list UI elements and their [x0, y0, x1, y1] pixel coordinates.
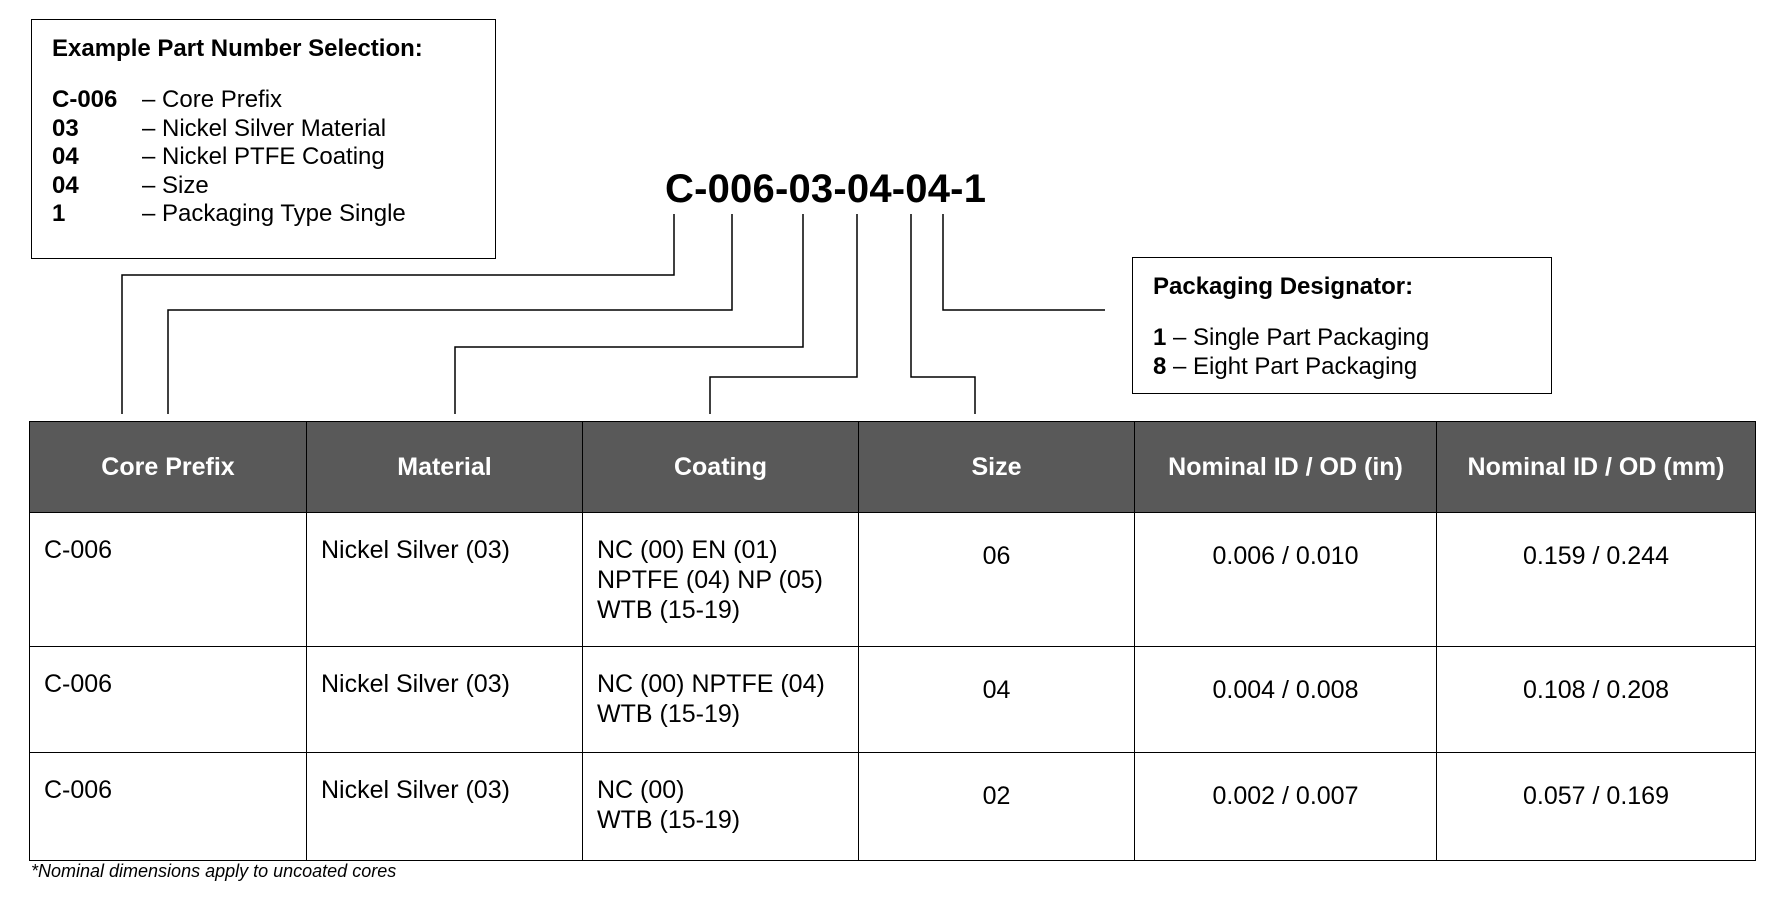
part-number: C-006-03-04-04-1	[665, 167, 987, 211]
cell-size: 04	[859, 647, 1135, 753]
example-desc: – Nickel Silver Material	[142, 114, 387, 142]
packaging-code: 8	[1153, 352, 1167, 380]
example-row	[52, 86, 475, 115]
cell-coating	[583, 753, 859, 861]
packaging-row	[1153, 353, 1531, 382]
example-title: Example Part Number Selection:	[52, 35, 423, 62]
cell-nominal-mm: 0.108 / 0.208	[1437, 647, 1756, 753]
coating-line: NPTFE (04) NP (05)	[597, 566, 823, 594]
coating-line: NC (00) EN (01)	[597, 536, 778, 564]
cell-nominal-in: 0.002 / 0.007	[1135, 753, 1437, 861]
example-desc: – Nickel PTFE Coating	[142, 143, 385, 170]
cell-size: 02	[859, 753, 1135, 861]
example-desc: – Core Prefix	[142, 86, 283, 113]
cell-coating	[583, 513, 859, 647]
header-nominal-in: Nominal ID / OD (in)	[1135, 422, 1437, 513]
cell-core-prefix: C-006	[30, 513, 307, 647]
cell-nominal-mm: 0.057 / 0.169	[1437, 753, 1756, 861]
cell-size: 06	[859, 513, 1135, 647]
packaging-code: 1	[1153, 324, 1167, 351]
packaging-row	[1153, 324, 1531, 353]
coating-line: NC (00) NPTFE (04)	[597, 670, 825, 698]
cell-material: Nickel Silver (03)	[307, 513, 583, 647]
table-row	[30, 513, 1756, 647]
cell-nominal-mm: 0.159 / 0.244	[1437, 513, 1756, 647]
cell-core-prefix: C-006	[30, 753, 307, 861]
table-row	[30, 753, 1756, 861]
header-core-prefix: Core Prefix	[30, 422, 307, 513]
header-size: Size	[859, 422, 1135, 513]
example-row	[52, 115, 475, 144]
coating-line: WTB (15-19)	[597, 700, 741, 728]
example-code: 1	[52, 200, 66, 227]
connector-material	[455, 214, 803, 414]
cell-material: Nickel Silver (03)	[307, 647, 583, 753]
footnote: *Nominal dimensions apply to uncoated cores	[31, 861, 397, 881]
coating-line: NC (00)	[597, 776, 685, 804]
example-desc: – Packaging Type Single	[142, 200, 406, 227]
example-row	[52, 200, 475, 229]
packaging-desc: – Eight Part Packaging	[1166, 352, 1418, 380]
example-code: C-006	[52, 86, 118, 113]
cell-nominal-in: 0.004 / 0.008	[1135, 647, 1437, 753]
table-header-row	[30, 422, 1756, 513]
table-row	[30, 647, 1756, 753]
example-code: 04	[52, 171, 79, 199]
example-code: 04	[52, 143, 79, 170]
cell-coating	[583, 647, 859, 753]
connector-packaging	[943, 214, 1105, 310]
header-nominal-mm: Nominal ID / OD (mm)	[1437, 422, 1756, 513]
spec-table	[29, 421, 1756, 861]
header-coating: Coating	[583, 422, 859, 513]
example-row	[52, 172, 475, 201]
header-material: Material	[307, 422, 583, 513]
example-code: 03	[52, 114, 79, 142]
cell-nominal-in: 0.006 / 0.010	[1135, 513, 1437, 647]
example-selection-box	[31, 19, 496, 259]
packaging-designator-box	[1132, 257, 1552, 394]
example-desc: – Size	[142, 171, 209, 199]
packaging-desc: – Single Part Packaging	[1166, 324, 1430, 351]
example-row	[52, 143, 475, 172]
cell-core-prefix: C-006	[30, 647, 307, 753]
cell-material: Nickel Silver (03)	[307, 753, 583, 861]
coating-line: WTB (15-19)	[597, 806, 741, 834]
packaging-title: Packaging Designator:	[1153, 273, 1414, 300]
coating-line: WTB (15-19)	[597, 596, 741, 624]
